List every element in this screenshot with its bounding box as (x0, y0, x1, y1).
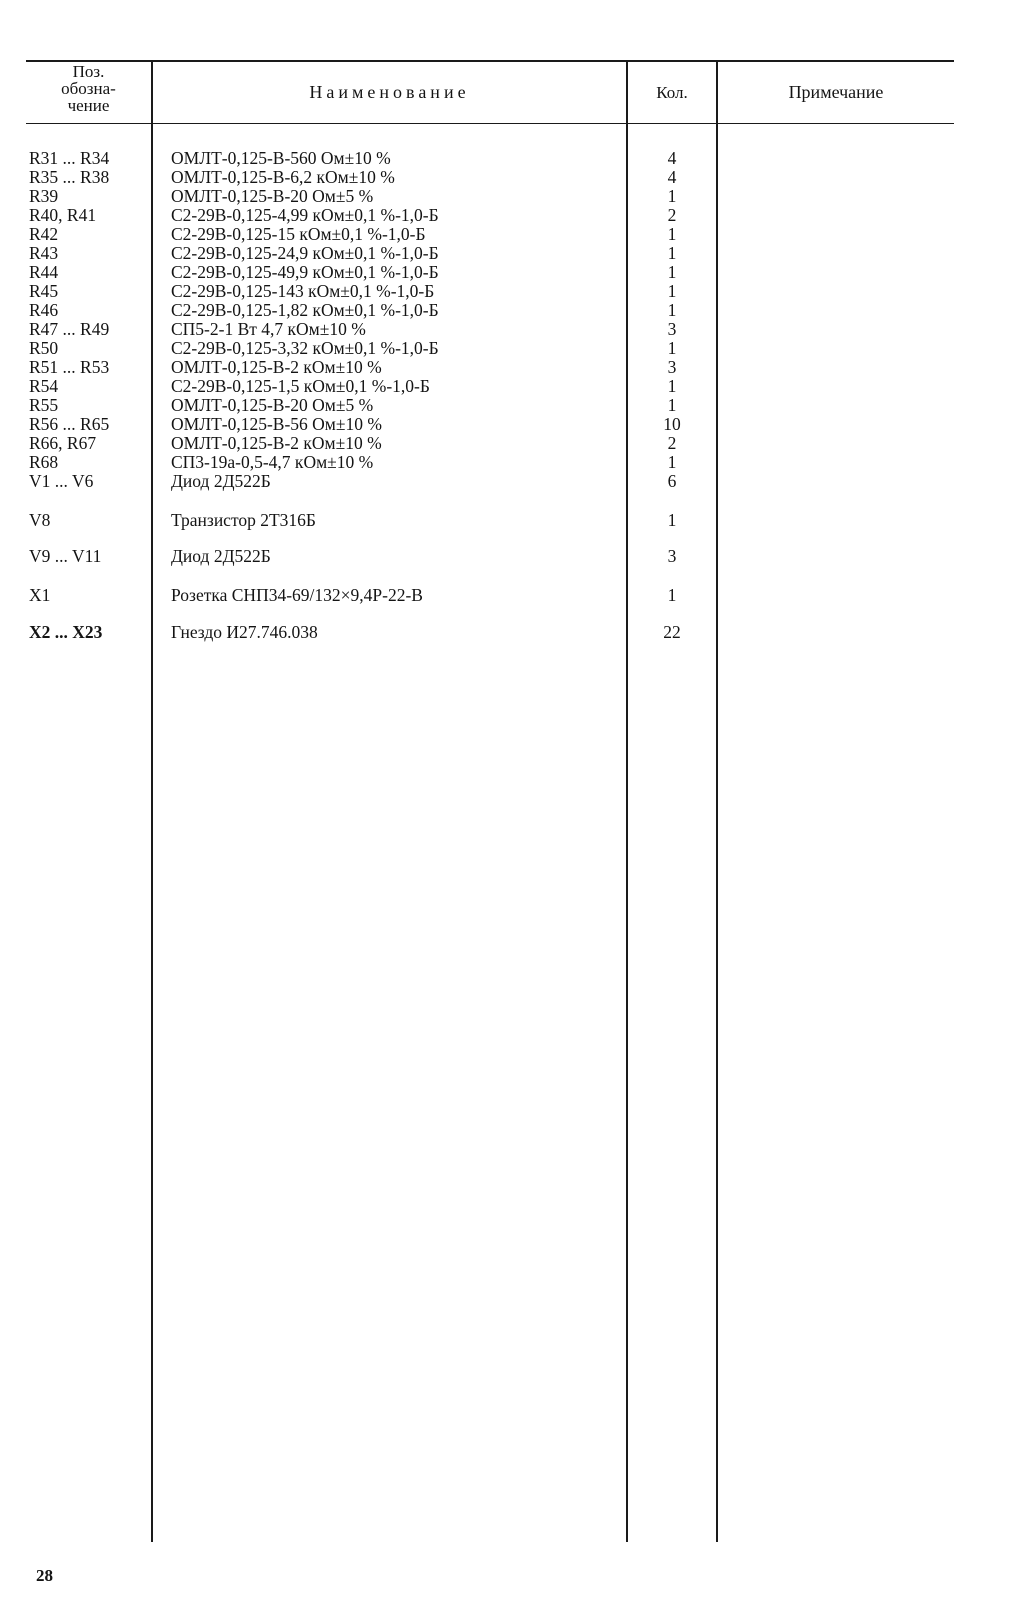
header-name: Наименование (309, 82, 470, 102)
cell-name: С2-29В-0,125-1,5 кОм±0,1 %-1,0-Б (171, 376, 430, 396)
cell-position: V1 ... V6 (29, 471, 94, 491)
cell-quantity: 3 (667, 546, 677, 566)
cell-quantity: 1 (667, 243, 677, 263)
cell-position: R51 ... R53 (29, 357, 110, 377)
cell-position: V8 (29, 510, 51, 530)
cell-name: ОМЛТ-0,125-В-6,2 кОм±10 % (171, 167, 395, 187)
cell-name: Диод 2Д522Б (171, 471, 271, 491)
cell-name: СП5-2-1 Вт 4,7 кОм±10 % (171, 319, 366, 339)
cell-quantity: 1 (667, 224, 677, 244)
table-row (0, 338, 1024, 358)
table-row (0, 262, 1024, 282)
cell-position: R44 (29, 262, 59, 282)
cell-position: R46 (29, 300, 59, 320)
cell-quantity: 22 (663, 622, 681, 642)
table-row (0, 622, 1024, 642)
cell-position: R54 (29, 376, 59, 396)
cell-quantity: 6 (667, 471, 677, 491)
cell-position: V9 ... V11 (29, 546, 102, 566)
table-row (0, 376, 1024, 396)
cell-quantity: 1 (667, 338, 677, 358)
table-row (0, 433, 1024, 453)
cell-position: X2 ... X23 (29, 622, 103, 642)
header-quantity: Кол. (656, 83, 688, 102)
cell-position: R47 ... R49 (29, 319, 110, 339)
cell-quantity: 1 (667, 510, 677, 530)
cell-position: R43 (29, 243, 59, 263)
cell-name: ОМЛТ-0,125-В-2 кОм±10 % (171, 433, 382, 453)
cell-name: ОМЛТ-0,125-В-2 кОм±10 % (171, 357, 382, 377)
cell-name: ОМЛТ-0,125-В-56 Ом±10 % (171, 414, 382, 434)
cell-name: ОМЛТ-0,125-В-560 Ом±10 % (171, 148, 391, 168)
table-row (0, 395, 1024, 415)
cell-quantity: 1 (667, 262, 677, 282)
table-row (0, 357, 1024, 377)
table-row (0, 148, 1024, 168)
cell-position: R45 (29, 281, 59, 301)
cell-position: R31 ... R34 (29, 148, 110, 168)
cell-name: С2-29В-0,125-1,82 кОм±0,1 %-1,0-Б (171, 300, 439, 320)
cell-name: Диод 2Д522Б (171, 546, 271, 566)
cell-position: R56 ... R65 (29, 414, 110, 434)
header-note: Примечание (788, 82, 884, 102)
cell-position: R66, R67 (29, 433, 97, 453)
header-position-line: обозна- (61, 79, 116, 98)
cell-quantity: 2 (667, 205, 677, 225)
cell-name: С2-29В-0,125-143 кОм±0,1 %-1,0-Б (171, 281, 435, 301)
cell-quantity: 1 (667, 281, 677, 301)
table-row (0, 224, 1024, 244)
cell-quantity: 1 (667, 300, 677, 320)
table-row (0, 546, 1024, 566)
cell-name: Гнездо И27.746.038 (171, 622, 318, 642)
cell-quantity: 10 (663, 414, 681, 434)
header-position (26, 63, 151, 114)
cell-name: С2-29В-0,125-24,9 кОм±0,1 %-1,0-Б (171, 243, 439, 263)
header-position-line: Поз. (72, 62, 105, 81)
cell-name: Транзистор 2Т316Б (171, 510, 316, 530)
cell-position: R42 (29, 224, 59, 244)
table-row (0, 300, 1024, 320)
cell-name: С2-29В-0,125-3,32 кОм±0,1 %-1,0-Б (171, 338, 439, 358)
cell-position: R40, R41 (29, 205, 97, 225)
page-number: 28 (36, 1566, 53, 1585)
cell-position: R39 (29, 186, 59, 206)
table-row (0, 167, 1024, 187)
table-row (0, 186, 1024, 206)
table-top-rule (26, 60, 954, 62)
cell-quantity: 1 (667, 395, 677, 415)
header-position-line: чение (67, 96, 110, 115)
table-row (0, 585, 1024, 605)
table-header-rule (26, 123, 954, 124)
table-row (0, 510, 1024, 530)
cell-position: X1 (29, 585, 51, 605)
cell-position: R55 (29, 395, 59, 415)
cell-quantity: 1 (667, 452, 677, 472)
table-row (0, 452, 1024, 472)
cell-quantity: 1 (667, 376, 677, 396)
cell-quantity: 1 (667, 186, 677, 206)
cell-name: СП3-19а-0,5-4,7 кОм±10 % (171, 452, 374, 472)
cell-position: R35 ... R38 (29, 167, 110, 187)
cell-name: ОМЛТ-0,125-В-20 Ом±5 % (171, 186, 374, 206)
cell-quantity: 2 (667, 433, 677, 453)
cell-name: С2-29В-0,125-15 кОм±0,1 %-1,0-Б (171, 224, 426, 244)
cell-quantity: 3 (667, 319, 677, 339)
cell-quantity: 3 (667, 357, 677, 377)
table-row (0, 319, 1024, 339)
cell-quantity: 4 (667, 148, 677, 168)
table-row (0, 414, 1024, 434)
table-row (0, 243, 1024, 263)
table-row (0, 281, 1024, 301)
cell-position: R68 (29, 452, 59, 472)
cell-name: ОМЛТ-0,125-В-20 Ом±5 % (171, 395, 374, 415)
cell-name: С2-29В-0,125-49,9 кОм±0,1 %-1,0-Б (171, 262, 439, 282)
cell-quantity: 4 (667, 167, 677, 187)
table-row (0, 471, 1024, 491)
table-row (0, 205, 1024, 225)
cell-position: R50 (29, 338, 59, 358)
cell-name: С2-29В-0,125-4,99 кОм±0,1 %-1,0-Б (171, 205, 439, 225)
cell-quantity: 1 (667, 585, 677, 605)
cell-name: Розетка СНП34-69/132×9,4Р-22-В (171, 585, 423, 605)
